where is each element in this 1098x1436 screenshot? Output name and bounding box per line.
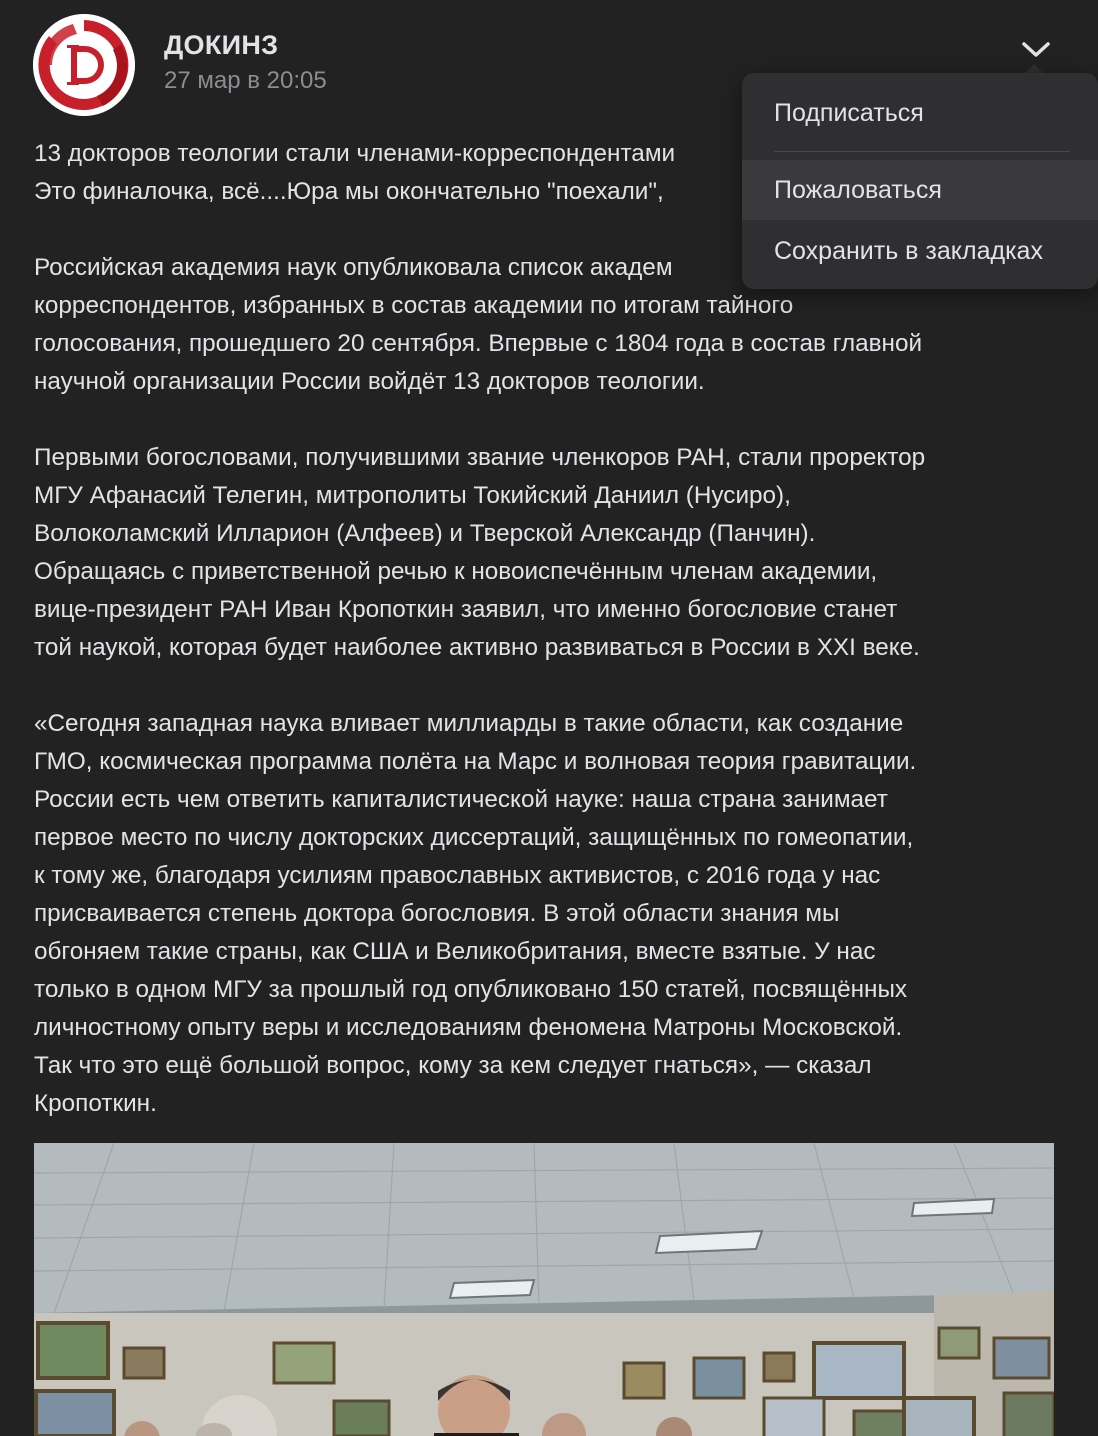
- paragraph: «Сегодня западная наука вливает миллиарды в такие области, как создание ГМО, космическая программа полёта на Марс и волновая теория гравитации. России есть чем ответить капиталистической науке: наша страна занимает первое место по числу докторских диссертаций, защищённых по гомеопатии, к тому же, благодаря усилиям православных активистов, с 2016 года у нас присваивается степень доктора богословия. В этой области знания мы обгоняем такие страны, как США и Великобритания, вместе взятые. У нас только в одном МГУ за прошлый год опубликовано 150 статей, посвящённых личностному опыту веры и исследованиям феномена Матроны Московской. Так что это ещё большой вопрос, кому за кем следует гнаться», — сказал Кропоткин.: [34, 710, 917, 1117]
- menu-divider: [774, 151, 1070, 152]
- paragraph: 13 докторов теологии стали членами-корреспондентами Это финалочка, всё....Юра мы окончательно "поехали",: [34, 140, 676, 205]
- post-date[interactable]: 27 мар в 20:05: [164, 67, 327, 94]
- menu-item-report[interactable]: Пожаловаться: [742, 160, 1098, 220]
- avatar[interactable]: [33, 14, 135, 116]
- dokinz-logo-icon: [33, 14, 135, 116]
- paragraph: Российская академия наук опубликовала список академ корреспондентов, избранных в состав академии по итогам тайного голосования, прошедшего 20 сентября. Впервые с 1804 года в состав главной научной организации России войдёт 13 докторов теологии.: [34, 254, 923, 395]
- menu-item-bookmark[interactable]: Сохранить в закладках: [774, 237, 1043, 265]
- paragraph: Первыми богословами, получившими звание членкоров РАН, стали проректор МГУ Афанасий Телегин, митрополиты Токийский Даниил (Нусиро), Волоколамский Илларион (Алфеев) и Тверской Александр (Панчин). Обращаясь с приветственной речью к новоиспечённым членам академии, вице-президент РАН Иван Кропоткин заявил, что именно богословие станет той наукой, которая будет наиболее активно развиваться в России в XXI веке.: [34, 444, 926, 661]
- chevron-down-icon[interactable]: [1018, 36, 1054, 62]
- author-name[interactable]: ДОКИНЗ: [164, 30, 279, 60]
- post-actions-menu: [742, 73, 1098, 289]
- post-photo[interactable]: [34, 1143, 1054, 1436]
- menu-item-subscribe[interactable]: Подписаться: [774, 99, 924, 127]
